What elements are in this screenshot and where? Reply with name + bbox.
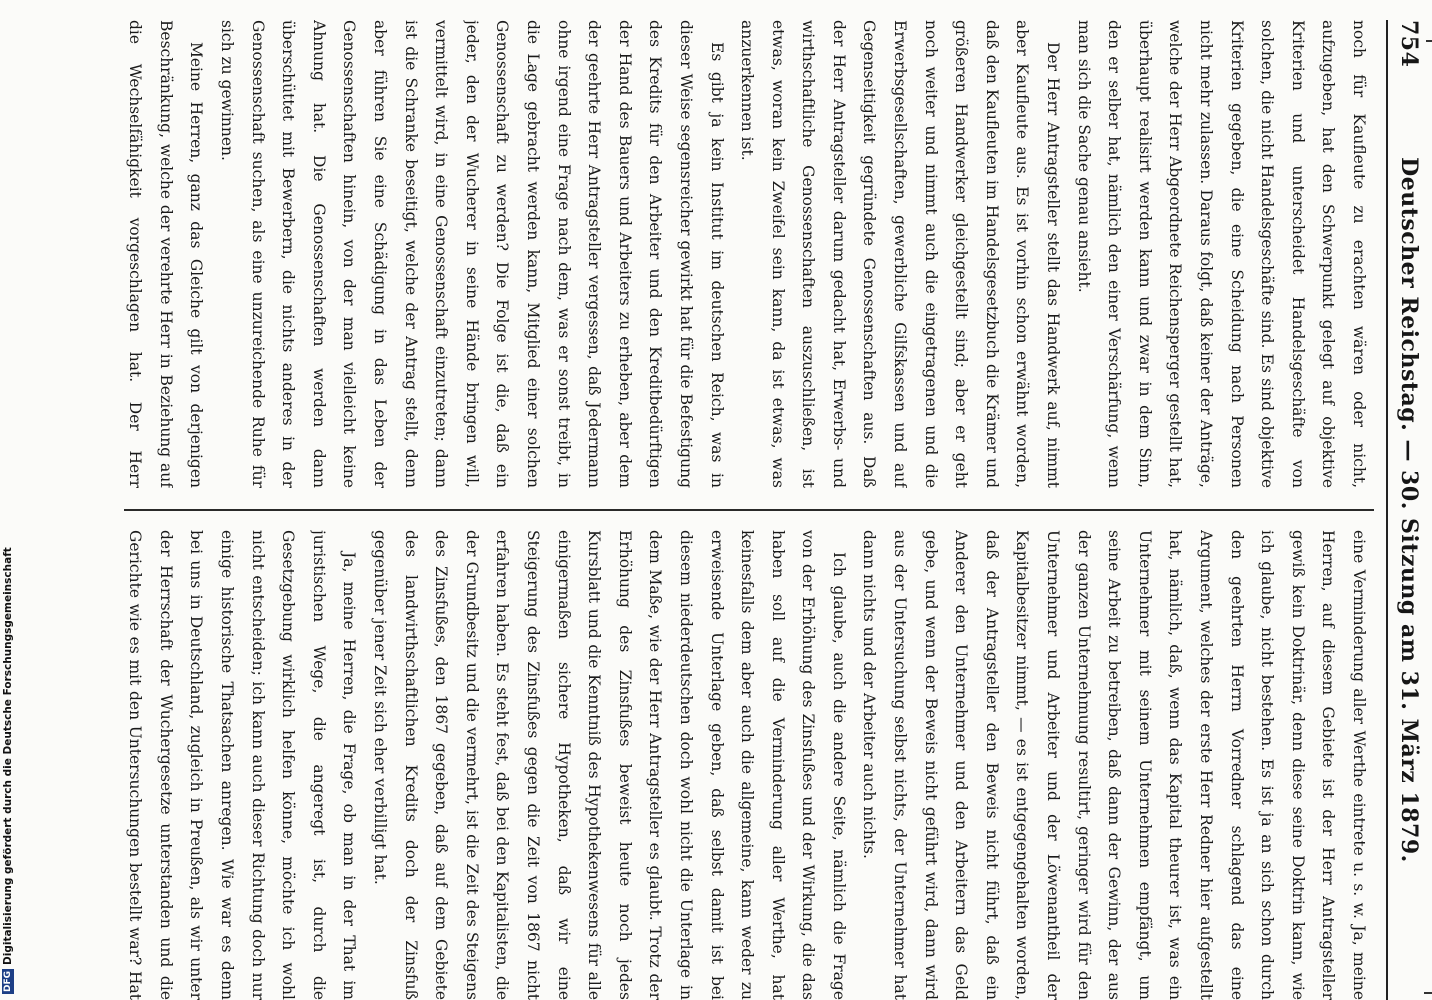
column-divider <box>124 509 1374 511</box>
left-column <box>124 20 1374 488</box>
page-number: 754 <box>1396 20 1422 68</box>
header-rule <box>1386 20 1388 1000</box>
digitization-text: Digitalisierung gefördert durch die Deutsche Forschungsgemeinschaft <box>2 547 14 965</box>
crop-mark <box>1424 992 1432 994</box>
left-paragraph: Meine Herren, ganz das Gleiche gilt von derjenigen Beschränkung, welche der verehrte Herr in Beziehung auf die Wechselfähigkeit vorgeschlagen hat. Der Herr <box>126 20 206 488</box>
right-paragraph: eine Verminderung aller Werthe eintrete u. s. w. Ja, meine Herren, auf diesem Gebiete ist der Herr Antragsteller gewiß kein Doktrinär, denn diese seine Doktrin kann, wie ich glaube, nicht bestehen. Es ist ja an sich schon durch den geehrten Herrn Vorredner schlagend das eine Argument, welches der erste Herr Redner hier aufgestellt hat, nämlich, daß, wenn das Kapital theurer ist, was ein Unternehmer mit seinem Unternehmen empfängt, um seine Arbeit zu betreiben, daß dann der Gewinn, der aus der ganzen Unternehmung resultirt, geringer wird für den Unternehmer und Arbeiter und der Löwenantheil der Kapitalbesitzer nimmt, — es ist entgegengehalten worden, daß der Antragsteller den Beweis nicht führt, daß ein Anderer den Unternehmer und den Arbeitern das Geld gebe, und wenn der Beweis nicht geführt wird, dann wird aus der Untersuchung selbst nichts, der Unternehmer hat dann nichts und der Arbeiter auch nichts. <box>860 530 1368 1000</box>
digitization-margin <box>0 0 20 1000</box>
rotated-page-content <box>96 20 1432 1000</box>
crop-mark <box>1426 40 1432 42</box>
running-head <box>1390 20 1432 1000</box>
right-paragraph: Ich glaube, auch die andere Seite, nämlich die Frage von der Erhöhung des Zinsfußes und der Wirkung, die das haben soll auf die Verminderung aller Werthe, hat keinesfalls dem aber auch die allgemeine, kann weder zu erweisende Unterlage geben, daß selbst damit ist bei diesem niederdeutschen doch wohl nicht die Unterlage in dem Maße, wie der Herr Antragsteller es glaubt. Trotz der Erhöhung des Zinsfußes beweist heute noch jedes Kursblatt und die Kenntniß des Hypothekenwesens für alle einigermaßen sichere Hypotheken, daß wir eine Steigerung des Zinsfußes gegen die Zeit von 1867 nicht erfahren haben. Es steht fest, daß bei den Kapitalisten, die der Grundbesitz und die vermehrt, ist die Zeit des Steigens des Zinsfußes, den 1867 gegeben, daß auf dem Gebiete des landwirthschaftlichen Kredits doch der Zinsfuß gegenüber jener Zeit sich eher verbilligt hat. <box>371 530 848 1000</box>
right-paragraph: Ja, meine Herren, die Frage, ob man in der That im juristischen Wege, die angeregt ist, durch die Gesetzgebung wirklich helfen könne, möchte ich wohl nicht entscheiden; ich kann auch dieser Richtung doch nur einige historische Thatsachen anregen. Wie war es denn bei uns in Deutschland, zugleich in Preußen, als wir unter der Herrschaft der Wuchergesetze unterstanden und die Gerichte wie es mit den Untersuchungen bestellt war? Hat <box>126 530 359 1000</box>
document-page <box>96 20 1432 1000</box>
dfg-logo: DFG <box>3 970 13 992</box>
left-paragraph: noch für Kaufleute zu erachten wären oder nicht, aufzugeben, hat den Schwerpunkt gelegt auf objektive Kriterien und unterscheidet Handelsgeschäfte von solchen, die nicht Handelsgeschäfte sind. Es sind objektive Kriterien gegeben, die eine Scheidung nach Personen nicht mehr zulassen. Daraus folgt, daß keiner der Anträge, welche der Herr Abgeordnete Reichensperger gestellt hat, überhaupt realisirt werden kann und zwar in dem Sinn, den er selber hat, nämlich den einer Verschärfung, wenn man sich die Sache genau ansieht. <box>1074 20 1368 488</box>
running-title: Deutscher Reichstag. — 30. Sitzung am 31. März 1879. <box>1396 157 1422 863</box>
left-paragraph: Es gibt ja kein Institut im deutschen Reich, was in dieser Weise segensreicher gewirkt hat für die Befestigung des Kredits für den Arbeiter und den Kreditbedürftigen der Hand des Bauers und Arbeiters zu erheben, aber dem der geehrte Herr Antragsteller vergessen, daß Jedermann ohne irgend eine Frage nach dem, was er sonst treibt, in die Lage gebracht werden kann, Mitglied einer solchen Genossenschaft zu werden? Die Folge ist die, daß ein jeder, den der Wucherer in seine Hände bringen will, vermittelt wird, in eine Genossenschaft einzutreten; dann ist die Schranke beseitigt, welche der Antrag stellt, denn aber führen Sie eine Schädigung in das Leben der Genossenschaften hinein, von der man vielleicht keine Ahnung hat. Die Genossenschaften werden dann überschüttet mit Bewerbern, die nichts anderes in der Genossenschaft suchen, als eine unzureichende Ruhe für sich zu gewinnen. <box>218 20 726 488</box>
right-column <box>124 530 1374 1000</box>
digitization-note <box>2 4 16 994</box>
left-paragraph: Der Herr Antragsteller stellt das Handwerk auf, nimmt aber Kaufleute aus. Es ist vorhin schon erwähnt worden, daß den Kaufleuten im Handelsgesetzbuch die Krämer und größeren Handwerker gleichgestellt sind; aber er geht noch weiter und nimmt auch die eingetragenen und die Erwerbsgesellschaften, gewerbliche Gilfskassen und auf Gegenseitigkeit gegründete Genossenschaften aus. Daß der Herr Antragsteller darum gedacht hat, Erwerbs- und wirthschaftliche Genossenschaften auszuschließen, ist etwas, woran kein Zweifel sein kann, da ist etwas, was anzuerkennen ist. <box>738 20 1063 488</box>
